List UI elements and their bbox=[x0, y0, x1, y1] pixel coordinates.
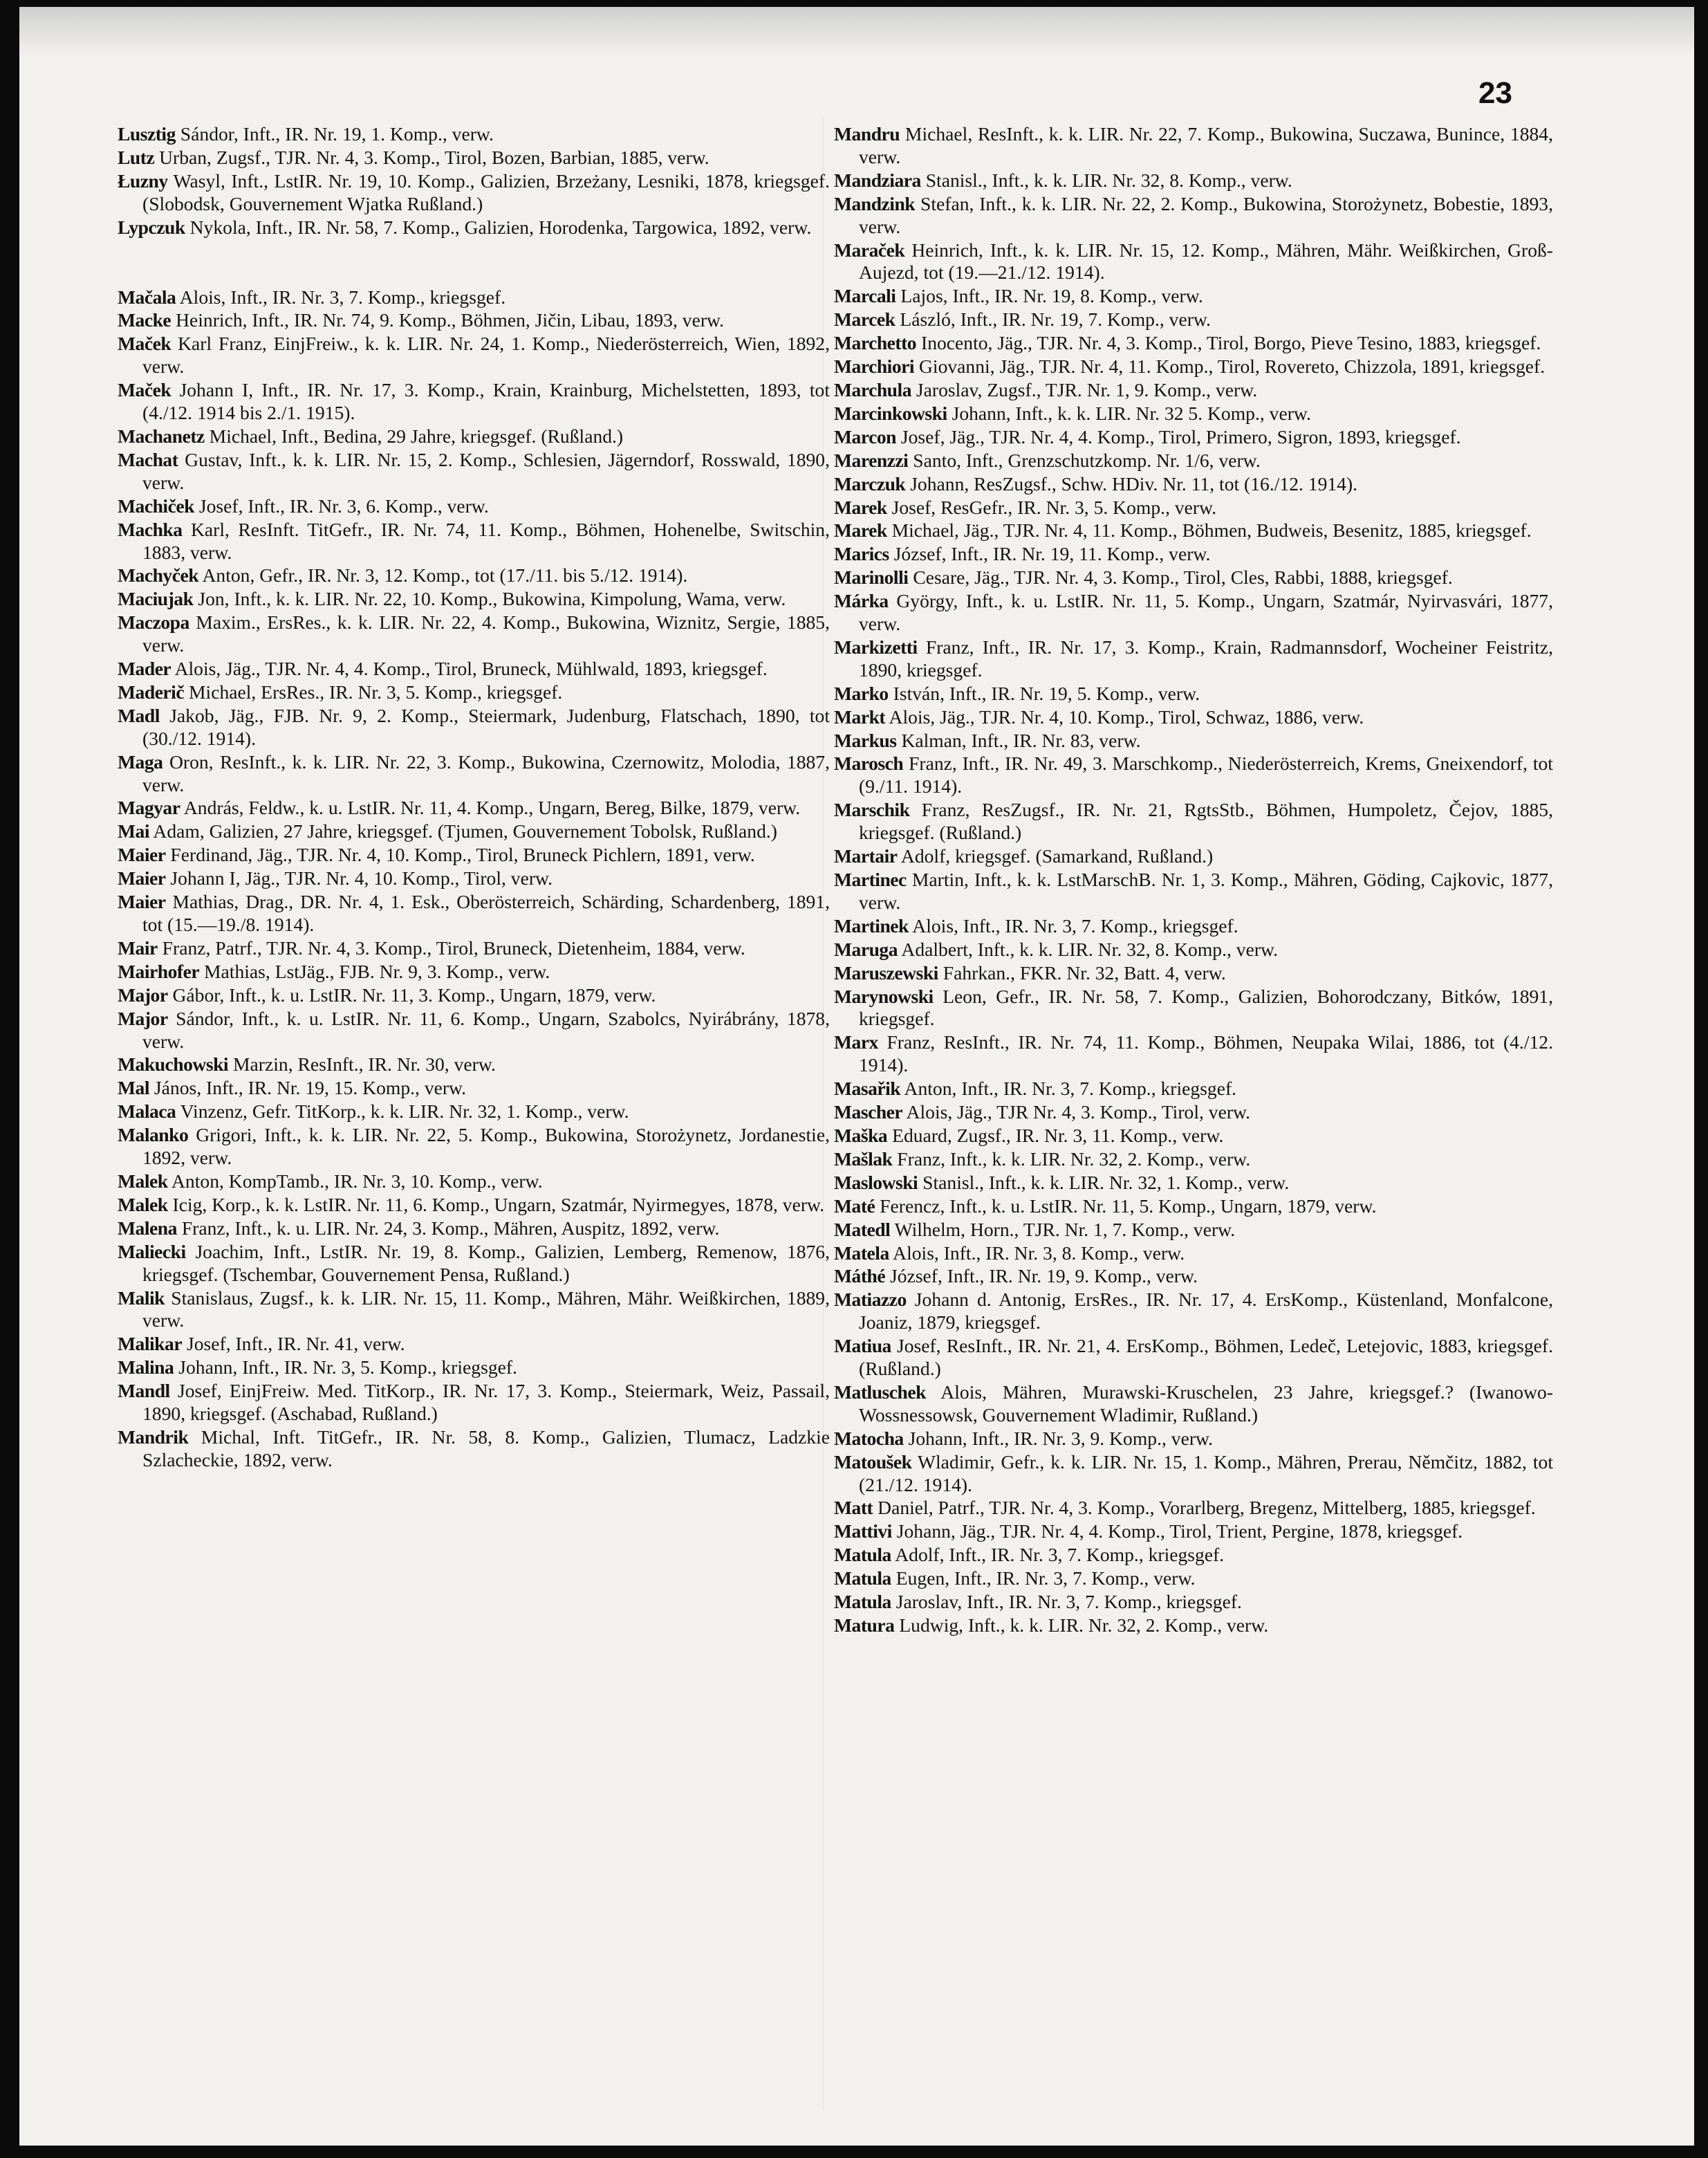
entry-details: Marzin, ResInft., IR. Nr. 30, verw. bbox=[233, 1053, 496, 1076]
entry-surname: Marek bbox=[834, 519, 887, 542]
roster-entry bbox=[118, 658, 830, 681]
entry-surname: Mašlak bbox=[834, 1147, 893, 1170]
roster-entry bbox=[834, 1125, 1553, 1147]
entry-surname: Łuzny bbox=[118, 169, 168, 192]
entry-surname: Maška bbox=[834, 1124, 888, 1146]
roster-entry bbox=[834, 1520, 1553, 1543]
entry-surname: Maga bbox=[118, 750, 163, 773]
roster-entry bbox=[118, 1077, 830, 1100]
roster-entry bbox=[834, 1078, 1553, 1100]
entry-details: Kalman, Inft., IR. Nr. 83, verw. bbox=[901, 729, 1141, 751]
roster-entry bbox=[834, 379, 1553, 402]
entry-surname: Marczuk bbox=[834, 472, 906, 495]
entry-surname: Maier bbox=[118, 844, 166, 866]
roster-entry bbox=[834, 845, 1553, 868]
roster-entry bbox=[834, 636, 1553, 682]
entry-surname: Machyček bbox=[118, 564, 199, 587]
roster-entry bbox=[118, 1333, 830, 1356]
entry-details: Stanisl., Inft., k. k. LIR. Nr. 32, 8. Komp., verw. bbox=[925, 169, 1292, 191]
roster-entry bbox=[834, 1381, 1553, 1427]
roster-entry bbox=[834, 706, 1553, 729]
entry-surname: Magyar bbox=[118, 797, 180, 819]
entry-details: Michael, Jäg., TJR. Nr. 4, 11. Komp., Böhmen, Budweis, Besenitz, 1885, kriegsgef. bbox=[891, 519, 1532, 542]
roster-entry bbox=[118, 867, 830, 890]
roster-entry bbox=[118, 820, 830, 843]
entry-surname: Marcali bbox=[834, 285, 896, 307]
roster-entry bbox=[118, 1194, 830, 1217]
roster-entry bbox=[118, 425, 830, 448]
roster-entry bbox=[834, 590, 1553, 636]
roster-entry bbox=[118, 1356, 830, 1379]
entry-details: Alois, Jäg., TJR. Nr. 4, 10. Komp., Tirol, Schwaz, 1886, verw. bbox=[889, 706, 1364, 728]
entry-surname: Matula bbox=[834, 1544, 891, 1566]
entry-details: Inocento, Jäg., TJR. Nr. 4, 3. Komp., Tirol, Borgo, Pieve Tesino, 1883, kriegsgef. bbox=[921, 332, 1541, 354]
roster-entry bbox=[118, 891, 830, 937]
entry-surname: Malanko bbox=[118, 1124, 189, 1146]
entry-surname: Markizetti bbox=[834, 636, 918, 658]
roster-entry bbox=[118, 1287, 830, 1333]
roster-entry bbox=[118, 495, 830, 518]
roster-entry bbox=[834, 1148, 1553, 1171]
roster-entry bbox=[118, 286, 830, 309]
entry-details: Grigori, Inft., k. k. LIR. Nr. 22, 5. Komp., Bukowina, Storożynetz, Jordanestie, 1892, verw. bbox=[142, 1124, 830, 1169]
entry-details: Oron, ResInft., k. k. LIR. Nr. 22, 3. Komp., Bukowina, Czernowitz, Molodia, 1887, verw. bbox=[142, 750, 830, 795]
roster-entry bbox=[118, 797, 830, 820]
entry-surname: Maderič bbox=[118, 681, 185, 703]
entry-surname: Marschik bbox=[834, 799, 910, 821]
entry-surname: Martinek bbox=[834, 914, 909, 937]
entry-surname: Maté bbox=[834, 1195, 875, 1217]
entry-surname: Máthé bbox=[834, 1265, 886, 1287]
entry-details: Josef, ResGefr., IR. Nr. 3, 5. Komp., verw. bbox=[891, 496, 1217, 518]
entry-details: Alois, Inft., IR. Nr. 3, 7. Komp., kriegsgef. bbox=[179, 286, 506, 308]
entry-details: Lajos, Inft., IR. Nr. 19, 8. Komp., verw. bbox=[900, 285, 1203, 307]
entry-details: Martin, Inft., k. k. LstMarschB. Nr. 1, 3. Komp., Mähren, Göding, Cajkovic, 1877, verw. bbox=[859, 869, 1553, 913]
entry-surname: Maslowski bbox=[834, 1171, 918, 1193]
entry-details: Santo, Inft., Grenzschutzkomp. Nr. 1/6, verw. bbox=[913, 449, 1261, 471]
entry-details: Wilhelm, Horn., TJR. Nr. 1, 7. Komp., verw. bbox=[894, 1218, 1236, 1240]
roster-entry bbox=[834, 1242, 1553, 1265]
entry-details: Johann I, Jäg., TJR. Nr. 4, 10. Komp., Tirol, verw. bbox=[170, 867, 553, 889]
entry-details: Daniel, Patrf., TJR. Nr. 4, 3. Komp., Vorarlberg, Bregenz, Mittelberg, 1885, kriegsgef. bbox=[878, 1497, 1536, 1519]
roster-entry bbox=[118, 1380, 830, 1426]
entry-details: András, Feldw., k. u. LstIR. Nr. 11, 4. Komp., Ungarn, Bereg, Bilke, 1879, verw. bbox=[183, 797, 801, 819]
entry-details: László, Inft., IR. Nr. 19, 7. Komp., verw. bbox=[900, 308, 1211, 331]
entry-details: Leon, Gefr., IR. Nr. 58, 7. Komp., Galizien, Bohorodczany, Bitków, 1891, kriegsgef. bbox=[859, 985, 1553, 1030]
entry-surname: Maier bbox=[118, 867, 166, 889]
entry-surname: Major bbox=[118, 1007, 168, 1029]
entry-surname: Márka bbox=[834, 590, 889, 612]
entry-surname: Malikar bbox=[118, 1333, 183, 1355]
roster-entry bbox=[834, 497, 1553, 519]
entry-details: Adolf, kriegsgef. (Samarkand, Rußland.) bbox=[900, 845, 1214, 867]
roster-entry bbox=[118, 1008, 830, 1053]
entry-surname: Maruszewski bbox=[834, 961, 938, 984]
roster-entry bbox=[834, 683, 1553, 706]
entry-surname: Marcon bbox=[834, 425, 896, 448]
entry-details: Franz, Inft., IR. Nr. 17, 3. Komp., Krain, Radmannsdorf, Wocheiner Feistritz, 1890, kriegsgef. bbox=[859, 636, 1554, 681]
entry-details: Mathias, Drag., DR. Nr. 4, 1. Esk., Oberösterreich, Schärding, Schardenberg, 1891, tot (15.—19./8. 1914). bbox=[142, 891, 830, 935]
roster-entry bbox=[834, 285, 1553, 308]
roster-entry bbox=[834, 799, 1553, 845]
entry-details: Josef, Jäg., TJR. Nr. 4, 4. Komp., Tirol, Primero, Sigron, 1893, kriegsgef. bbox=[900, 425, 1461, 448]
roster-entry bbox=[118, 611, 830, 657]
entry-surname: Matiua bbox=[834, 1335, 891, 1357]
entry-details: Franz, Inft., k. u. LIR. Nr. 24, 3. Komp., Mähren, Auspitz, 1892, verw. bbox=[181, 1217, 720, 1239]
entry-details: Franz, Patrf., TJR. Nr. 4, 3. Komp., Tirol, Bruneck, Dietenheim, 1884, verw. bbox=[162, 937, 745, 959]
entry-details: Eduard, Zugsf., IR. Nr. 3, 11. Komp., verw. bbox=[892, 1124, 1224, 1146]
roster-entry bbox=[834, 403, 1553, 425]
entry-details: Johann, Inft., IR. Nr. 3, 9. Komp., verw. bbox=[908, 1427, 1214, 1449]
entry-surname: Macke bbox=[118, 309, 171, 331]
roster-entry bbox=[834, 1567, 1553, 1590]
entry-surname: Maček bbox=[118, 333, 171, 355]
entry-details: Cesare, Jäg., TJR. Nr. 4, 3. Komp., Tirol, Cles, Rabbi, 1888, kriegsgef. bbox=[913, 566, 1453, 589]
entry-details: Giovanni, Jäg., TJR. Nr. 4, 11. Komp., Tirol, Rovereto, Chizzola, 1891, kriegsgef. bbox=[918, 356, 1545, 378]
document-page bbox=[19, 7, 1694, 2146]
entry-surname: Mal bbox=[118, 1077, 150, 1099]
entry-details: Ferencz, Inft., k. u. LstIR. Nr. 11, 5. Komp., Ungarn, 1879, verw. bbox=[880, 1195, 1377, 1217]
entry-surname: Lusztig bbox=[118, 123, 176, 145]
roster-entry bbox=[118, 937, 830, 960]
entry-details: Johann, Jäg., TJR. Nr. 4, 4. Komp., Tirol, Trient, Pergine, 1878, kriegsgef. bbox=[896, 1520, 1463, 1542]
entry-details: Franz, Inft., k. k. LIR. Nr. 32, 2. Komp., verw. bbox=[897, 1147, 1251, 1170]
entry-surname: Matocha bbox=[834, 1427, 904, 1449]
entry-details: Adalbert, Inft., k. k. LIR. Nr. 32, 8. Komp., verw. bbox=[901, 938, 1279, 960]
entry-surname: Mandzink bbox=[834, 192, 916, 214]
entry-surname: Maraček bbox=[834, 239, 905, 261]
roster-entry bbox=[834, 193, 1553, 239]
entry-surname: Malina bbox=[118, 1356, 174, 1378]
entry-surname: Mandl bbox=[118, 1380, 170, 1402]
entry-details: Johann I, Inft., IR. Nr. 17, 3. Komp., Krain, Krainburg, Michelstetten, 1893, tot (4./12. 1914 bis 2./1. 1915). bbox=[142, 379, 830, 424]
entry-surname: Machanetz bbox=[118, 425, 205, 447]
roster-entry bbox=[834, 1101, 1553, 1124]
entry-surname: Mader bbox=[118, 658, 171, 680]
roster-entry bbox=[834, 730, 1553, 753]
entry-surname: Matt bbox=[834, 1497, 873, 1519]
entry-surname: Marcek bbox=[834, 308, 895, 331]
entry-surname: Maczopa bbox=[118, 611, 189, 634]
entry-surname: Marchula bbox=[834, 378, 911, 400]
entry-details: Maxim., ErsRes., k. k. LIR. Nr. 22, 4. Komp., Bukowina, Wiznitz, Sergie, 1885, verw. bbox=[142, 611, 830, 656]
entry-details: Urban, Zugsf., TJR. Nr. 4, 3. Komp., Tirol, Bozen, Barbian, 1885, verw. bbox=[159, 146, 709, 168]
roster-entry bbox=[118, 1241, 830, 1286]
roster-entry bbox=[118, 844, 830, 867]
roster-entry bbox=[118, 961, 830, 984]
roster-entry bbox=[834, 1195, 1553, 1218]
entry-surname: Marynowski bbox=[834, 985, 934, 1007]
entry-details: Jon, Inft., k. k. LIR. Nr. 22, 10. Komp., Bukowina, Kimpolung, Wama, verw. bbox=[198, 588, 786, 610]
roster-entry bbox=[834, 473, 1553, 496]
entry-details: Johann, Inft., IR. Nr. 3, 5. Komp., kriegsgef. bbox=[178, 1356, 517, 1378]
roster-entry bbox=[834, 239, 1553, 285]
entry-surname: Marchiori bbox=[834, 356, 915, 378]
roster-entry bbox=[834, 356, 1553, 378]
roster-entry bbox=[834, 1497, 1553, 1520]
roster-entry bbox=[834, 566, 1553, 589]
roster-entry bbox=[118, 1426, 830, 1472]
roster-entry bbox=[834, 519, 1553, 542]
entry-surname: Maruga bbox=[834, 938, 898, 960]
entry-details: Alois, Mähren, Murawski-Kruschelen, 23 Jahre, kriegsgef.? (Iwanowo-Wossnessowsk, Gouvernement Wladimir, Rußland.) bbox=[859, 1381, 1553, 1426]
entry-details: Heinrich, Inft., k. k. LIR. Nr. 15, 12. Komp., Mähren, Mähr. Weißkirchen, Groß-Aujezd, tot (19.—21./12. 1914). bbox=[859, 239, 1553, 284]
entry-surname: Makuchowski bbox=[118, 1053, 229, 1076]
roster-entry bbox=[118, 984, 830, 1007]
entry-surname: Mascher bbox=[834, 1101, 903, 1123]
entry-surname: Matura bbox=[834, 1614, 895, 1636]
entry-surname: Marx bbox=[834, 1031, 878, 1053]
entry-details: Joachim, Inft., LstIR. Nr. 19, 8. Komp., Galizien, Lemberg, Remenow, 1876, kriegsgef. (Tschembar, Gouvernement Pensa, Rußland.) bbox=[142, 1240, 830, 1285]
entry-surname: Matela bbox=[834, 1242, 889, 1264]
entry-details: Heinrich, Inft., IR. Nr. 74, 9. Komp., Böhmen, Jičin, Libau, 1893, verw. bbox=[176, 309, 725, 331]
entry-surname: Machiček bbox=[118, 495, 194, 517]
roster-entry bbox=[118, 333, 830, 378]
entry-details: Franz, ResZugsf., IR. Nr. 21, RgtsStb., Böhmen, Humpoletz, Čejov, 1885, kriegsgef. (Rußland.) bbox=[859, 799, 1553, 844]
entry-surname: Matluschek bbox=[834, 1381, 926, 1403]
entry-surname: Marenzzi bbox=[834, 449, 909, 471]
entry-surname: Mai bbox=[118, 820, 150, 842]
entry-surname: Malek bbox=[118, 1193, 168, 1215]
roster-entry bbox=[834, 308, 1553, 331]
entry-details: Vinzenz, Gefr. TitKorp., k. k. LIR. Nr. 32, 1. Komp., verw. bbox=[180, 1100, 629, 1123]
entry-details: János, Inft., IR. Nr. 19, 15. Komp., verw. bbox=[154, 1077, 467, 1099]
entry-details: Michal, Inft. TitGefr., IR. Nr. 58, 8. Komp., Galizien, Tlumacz, Ladzkie Szlacheckie, 1892, verw. bbox=[142, 1426, 830, 1470]
entry-details: Stanisl., Inft., k. k. LIR. Nr. 32, 1. Komp., verw. bbox=[922, 1171, 1290, 1193]
entry-details: Sándor, Inft., IR. Nr. 19, 1. Komp., verw. bbox=[180, 123, 494, 145]
roster-entry bbox=[118, 147, 830, 169]
entry-details: Gustav, Inft., k. k. LIR. Nr. 15, 2. Komp., Schlesien, Jägerndorf, Rosswald, 1890, verw. bbox=[142, 448, 830, 493]
entry-details: József, Inft., IR. Nr. 19, 11. Komp., verw. bbox=[893, 543, 1211, 565]
entry-surname: Machka bbox=[118, 518, 183, 540]
roster-entry bbox=[118, 1217, 830, 1240]
entry-details: Wasyl, Inft., LstIR. Nr. 19, 10. Komp., Galizien, Brzeżany, Lesniki, 1878, kriegsgef. (Slobodsk, Gouvernement Wjatka Rußland.) bbox=[142, 169, 830, 214]
entry-surname: Matula bbox=[834, 1567, 891, 1589]
entry-surname: Maier bbox=[118, 891, 166, 913]
entry-surname: Marics bbox=[834, 543, 889, 565]
scan-edge-shadow bbox=[19, 7, 1694, 55]
entry-details: Johann, Inft., k. k. LIR. Nr. 32 5. Komp., verw. bbox=[952, 402, 1311, 424]
entry-details: Ferdinand, Jäg., TJR. Nr. 4, 10. Komp., Tirol, Bruneck Pichlern, 1891, verw. bbox=[170, 844, 755, 866]
entry-details: József, Inft., IR. Nr. 19, 9. Komp., verw. bbox=[890, 1265, 1198, 1287]
entry-details: Josef, EinjFreiw. Med. TitKorp., IR. Nr. 17, 3. Komp., Steiermark, Weiz, Passail, 1890, kriegsgef. (Aschabad, Rußland.) bbox=[142, 1380, 830, 1425]
roster-entry bbox=[118, 216, 830, 239]
entry-details: Josef, ResInft., IR. Nr. 21, 4. ErsKomp., Böhmen, Ledeč, Letejovic, 1883, kriegsgef. (Rußland.) bbox=[859, 1335, 1553, 1380]
roster-entry bbox=[834, 123, 1553, 169]
entry-details: Nykola, Inft., IR. Nr. 58, 7. Komp., Galizien, Horodenka, Targowica, 1892, verw. bbox=[189, 216, 812, 238]
roster-entry bbox=[118, 449, 830, 495]
entry-surname: Marosch bbox=[834, 753, 904, 775]
entry-details: Alois, Jäg., TJR. Nr. 4, 4. Komp., Tirol, Bruneck, Mühlwald, 1893, kriegsgef. bbox=[174, 658, 768, 680]
entry-details: Gábor, Inft., k. u. LstIR. Nr. 11, 3. Komp., Ungarn, 1879, verw. bbox=[172, 984, 656, 1006]
entry-details: Jaroslav, Inft., IR. Nr. 3, 7. Komp., kriegsgef. bbox=[895, 1591, 1242, 1613]
entry-details: Jaroslav, Zugsf., TJR. Nr. 1, 9. Komp., verw. bbox=[916, 378, 1258, 400]
entry-surname: Mair bbox=[118, 937, 158, 959]
entry-details: Josef, Inft., IR. Nr. 41, verw. bbox=[186, 1333, 405, 1355]
entry-surname: Mandziara bbox=[834, 169, 921, 191]
entry-details: Eugen, Inft., IR. Nr. 3, 7. Komp., verw. bbox=[895, 1567, 1196, 1589]
entry-surname: Madl bbox=[118, 704, 160, 726]
entry-surname: Mačala bbox=[118, 286, 176, 308]
roster-entry bbox=[834, 1451, 1553, 1497]
entry-surname: Markt bbox=[834, 706, 886, 728]
roster-entry bbox=[834, 1219, 1553, 1242]
entry-details: Mathias, LstJäg., FJB. Nr. 9, 3. Komp., verw. bbox=[204, 960, 550, 982]
roster-entry bbox=[118, 564, 830, 587]
entry-details: Alois, Inft., IR. Nr. 3, 7. Komp., kriegsgef. bbox=[912, 914, 1238, 937]
entry-details: Sándor, Inft., k. u. LstIR. Nr. 11, 6. Komp., Ungarn, Szabolcs, Nyirábrány, 1878, verw. bbox=[142, 1007, 830, 1052]
roster-entry bbox=[834, 450, 1553, 472]
roster-entry bbox=[834, 1335, 1553, 1381]
entry-surname: Masařik bbox=[834, 1078, 901, 1100]
entry-details: Ludwig, Inft., k. k. LIR. Nr. 32, 2. Komp., verw. bbox=[899, 1614, 1269, 1636]
entry-surname: Marek bbox=[834, 496, 887, 518]
entry-surname: Mairhofer bbox=[118, 960, 200, 982]
roster-entry bbox=[118, 379, 830, 425]
entry-details: Alois, Jäg., TJR Nr. 4, 3. Komp., Tirol, verw. bbox=[906, 1101, 1251, 1123]
entry-surname: Mandru bbox=[834, 123, 900, 145]
roster-entry bbox=[118, 123, 830, 146]
roster-entry bbox=[834, 332, 1553, 355]
entry-surname: Mattivi bbox=[834, 1520, 892, 1542]
roster-entry bbox=[834, 939, 1553, 961]
entry-surname: Matiazzo bbox=[834, 1289, 907, 1311]
entry-surname: Lutz bbox=[118, 146, 155, 168]
left-column bbox=[118, 123, 830, 1473]
entry-surname: Major bbox=[118, 984, 168, 1006]
entry-surname: Martair bbox=[834, 845, 898, 867]
entry-surname: Malek bbox=[118, 1170, 168, 1192]
roster-entry bbox=[834, 1544, 1553, 1567]
entry-surname: Machat bbox=[118, 448, 178, 470]
roster-entry bbox=[118, 1053, 830, 1076]
entry-details: Franz, Inft., IR. Nr. 49, 3. Marschkomp., Niederösterreich, Krems, Gneixendorf, tot (9./11. 1914). bbox=[859, 753, 1553, 797]
entry-surname: Malena bbox=[118, 1217, 177, 1239]
entry-details: Adolf, Inft., IR. Nr. 3, 7. Komp., kriegsgef. bbox=[895, 1544, 1225, 1566]
entry-details: Karl Franz, EinjFreiw., k. k. LIR. Nr. 24, 1. Komp., Niederösterreich, Wien, 1892, verw. bbox=[142, 333, 830, 378]
entry-details: Anton, Gefr., IR. Nr. 3, 12. Komp., tot (17./11. bis 5./12. 1914). bbox=[202, 564, 688, 587]
roster-entry bbox=[834, 915, 1553, 938]
entry-details: Jakob, Jäg., FJB. Nr. 9, 2. Komp., Steiermark, Judenburg, Flatschach, 1890, tot (30./12. 1914). bbox=[142, 704, 830, 749]
roster-entry bbox=[834, 1031, 1553, 1077]
roster-entry bbox=[118, 519, 830, 564]
entry-surname: Martinec bbox=[834, 869, 907, 890]
roster-entry bbox=[834, 869, 1553, 914]
entry-details: Karl, ResInft. TitGefr., IR. Nr. 74, 11. Komp., Böhmen, Hohenelbe, Switschin, 1883, verw. bbox=[142, 518, 830, 563]
roster-entry bbox=[834, 1591, 1553, 1614]
entry-details: György, Inft., k. u. LstIR. Nr. 11, 5. Komp., Ungarn, Szatmár, Nyirvasvári, 1877, verw. bbox=[859, 590, 1553, 635]
entry-details: Anton, Inft., IR. Nr. 3, 7. Komp., kriegsgef. bbox=[904, 1078, 1237, 1100]
roster-entry bbox=[118, 1100, 830, 1123]
entry-surname: Markus bbox=[834, 729, 897, 751]
roster-entry bbox=[118, 1170, 830, 1193]
entry-details: Fahrkan., FKR. Nr. 32, Batt. 4, verw. bbox=[943, 961, 1226, 984]
roster-entry bbox=[834, 426, 1553, 449]
entry-surname: Malaca bbox=[118, 1100, 176, 1123]
roster-entry bbox=[118, 681, 830, 704]
roster-entry bbox=[118, 170, 830, 216]
entry-details: Franz, ResInft., IR. Nr. 74, 11. Komp., Böhmen, Neupaka Wilai, 1886, tot (4./12. 1914). bbox=[859, 1031, 1553, 1076]
entry-details: Josef, Inft., IR. Nr. 3, 6. Komp., verw. bbox=[198, 495, 489, 517]
page-number: 23 bbox=[1478, 76, 1512, 110]
roster-entry bbox=[118, 705, 830, 750]
roster-entry bbox=[834, 543, 1553, 566]
roster-entry bbox=[834, 1289, 1553, 1334]
roster-entry bbox=[834, 1428, 1553, 1450]
entry-details: Johann d. Antonig, ErsRes., IR. Nr. 17, 4. ErsKomp., Küstenland, Monfalcone, Joaniz, 1879, kriegsgef. bbox=[859, 1289, 1553, 1334]
entry-surname: Marcinkowski bbox=[834, 402, 947, 424]
entry-surname: Marchetto bbox=[834, 332, 917, 354]
roster-entry bbox=[118, 588, 830, 611]
entry-surname: Marinolli bbox=[834, 566, 909, 589]
roster-entry bbox=[834, 169, 1553, 192]
entry-details: Stefan, Inft., k. k. LIR. Nr. 22, 2. Komp., Bukowina, Storożynetz, Bobestie, 1893, verw. bbox=[859, 192, 1553, 237]
roster-entry bbox=[118, 1124, 830, 1170]
roster-entry bbox=[834, 1172, 1553, 1195]
entry-details: Icig, Korp., k. k. LstIR. Nr. 11, 6. Komp., Ungarn, Szatmár, Nyirmegyes, 1878, verw. bbox=[172, 1193, 825, 1215]
entry-details: Johann, ResZugsf., Schw. HDiv. Nr. 11, tot (16./12. 1914). bbox=[910, 472, 1358, 495]
entry-surname: Matedl bbox=[834, 1218, 891, 1240]
roster-entry bbox=[118, 309, 830, 332]
entry-details: Wladimir, Gefr., k. k. LIR. Nr. 15, 1. Komp., Mähren, Prerau, Němčitz, 1882, tot (21./12. 1914). bbox=[859, 1450, 1553, 1495]
roster-entry bbox=[118, 751, 830, 797]
entry-details: Alois, Inft., IR. Nr. 3, 8. Komp., verw. bbox=[893, 1242, 1185, 1264]
entry-details: Michael, Inft., Bedina, 29 Jahre, kriegsgef. (Rußland.) bbox=[209, 425, 624, 447]
entry-surname: Matula bbox=[834, 1591, 891, 1613]
entry-details: Michael, ResInft., k. k. LIR. Nr. 22, 7. Komp., Bukowina, Suczawa, Bunince, 1884, verw. bbox=[859, 123, 1553, 167]
entry-surname: Malik bbox=[118, 1286, 165, 1309]
roster-entry bbox=[834, 962, 1553, 985]
roster-entry bbox=[834, 753, 1553, 798]
entry-details: Michael, ErsRes., IR. Nr. 3, 5. Komp., kriegsgef. bbox=[189, 681, 563, 703]
entry-details: Stanislaus, Zugsf., k. k. LIR. Nr. 15, 11. Komp., Mähren, Mähr. Weißkirchen, 1889, verw. bbox=[142, 1286, 830, 1331]
entry-surname: Maciujak bbox=[118, 588, 194, 610]
entry-surname: Matoušek bbox=[834, 1450, 912, 1473]
right-column bbox=[834, 123, 1553, 1638]
roster-entry bbox=[834, 1614, 1553, 1637]
entry-surname: Maček bbox=[118, 379, 171, 401]
roster-entry bbox=[834, 986, 1553, 1031]
entry-details: Adam, Galizien, 27 Jahre, kriegsgef. (Tjumen, Gouvernement Tobolsk, Rußland.) bbox=[153, 820, 777, 842]
entry-details: Anton, KompTamb., IR. Nr. 3, 10. Komp., verw. bbox=[171, 1170, 543, 1192]
roster-entry bbox=[834, 1265, 1553, 1288]
entry-surname: Marko bbox=[834, 682, 889, 704]
entry-surname: Lypczuk bbox=[118, 216, 185, 238]
entry-surname: Maliecki bbox=[118, 1240, 186, 1262]
entry-details: István, Inft., IR. Nr. 19, 5. Komp., verw. bbox=[893, 682, 1200, 704]
entry-surname: Mandrik bbox=[118, 1426, 189, 1448]
